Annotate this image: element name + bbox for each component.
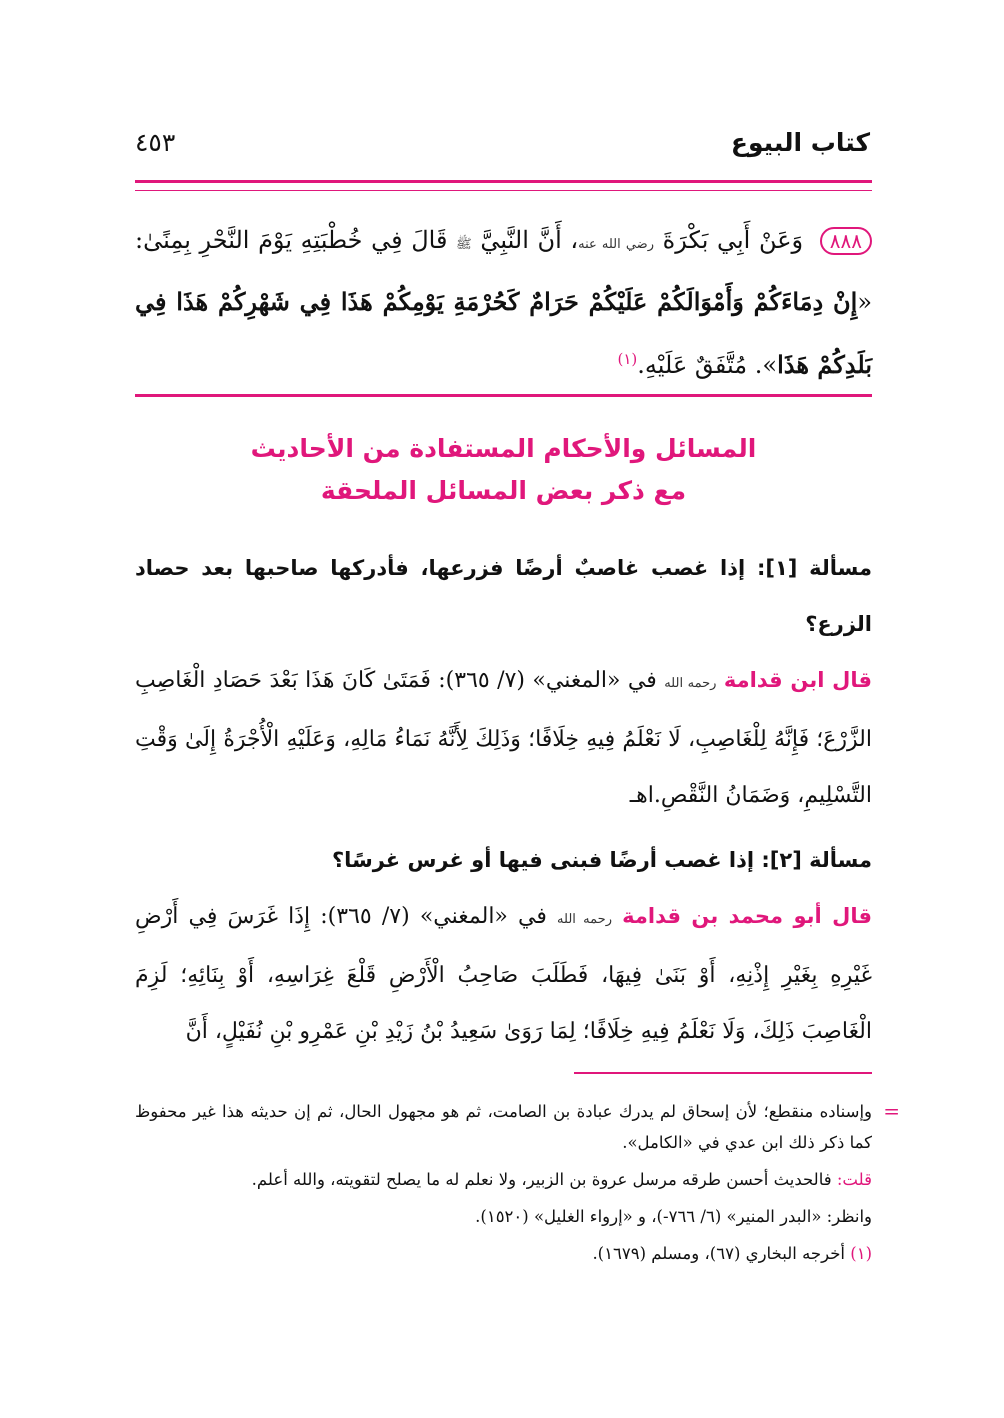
issue-2-label: مسألة [٢]:	[761, 848, 872, 872]
section-title	[135, 428, 872, 512]
issue-1-text: في «المغني» (٧/ ٣٦٥): فَمَتَىٰ كَانَ هَذَا بَعْدَ حَصَادِ الْغَاصِبِ الزَّرْعَ؛ فَإِنَّهُ لِلْغَاصِبِ، لَا نَعْلَمُ فِيهِ خِلَافًا؛ وَذَلِكَ لِأَنَّهُ نَمَاءُ مَالِهِ، وَعَلَيْهِ الْأُجْرَةُ إِلَىٰ وَقْتِ التَّسْلِيمِ، وَضَمَانُ النَّقْصِ.اهـ	[135, 668, 872, 808]
issue-1-question: إذا غصب غاصبٌ أرضًا فزرعها، فأدركها صاحبها بعد حصاد الزرع؟	[135, 556, 872, 636]
footnote-see-also: وانظر: «البدر المنير» (٦/ ٧٦٦-)، و «إرواء الغليل» (١٥٢٠).	[475, 1207, 872, 1226]
issue-2-honorific: رحمه الله	[557, 912, 612, 927]
issue-1-heading	[135, 540, 872, 652]
hadith-matn: إِنْ دِمَاءَكُمْ وَأَمْوَالَكُمْ عَلَيْكُمْ حَرَامٌ كَحُرْمَةِ يَوْمِكُمْ هَذَا فِي شَهْرِكُمْ هَذَا فِي بَلَدِكُمْ هَذَا	[135, 287, 872, 379]
book-title: كتاب البيوع	[730, 128, 870, 157]
issue-2-question: إذا غصب أرضًا فبنى فيها أو غرس غرسًا؟	[332, 848, 755, 872]
section-title-line-2: مع ذكر بعض المسائل الملحقة	[320, 476, 687, 505]
hadith-block	[135, 212, 872, 394]
issue-2-heading	[135, 832, 872, 888]
hadith-intro-3: قَالَ فِي خُطْبَتِهِ يَوْمَ النَّحْرِ بِمِنًىٰ: «	[135, 226, 873, 316]
footnote-ref-1[interactable]: (١)	[617, 350, 638, 368]
running-header	[135, 128, 870, 168]
honorific-salla: ﷺ	[456, 237, 472, 252]
footnote-qultu	[135, 1164, 872, 1195]
issues-body	[135, 540, 872, 1060]
issue-2-speaker: قال أبو محمد بن قدامة	[622, 904, 873, 928]
hadith-intro-1: وَعَنْ أَبِي بَكْرَةَ	[662, 226, 804, 254]
footnote-continuation: وإسناده منقطع؛ لأن إسحاق لم يدرك عبادة بن الصامت، ثم هو مجهول الحال، ثم إن حديثه هذا غير محفوظ كما ذكر ذلك ابن عدي في «الكامل».	[135, 1102, 872, 1152]
page-number: ٤٥٣	[135, 128, 176, 157]
header-rule-bottom	[135, 190, 872, 191]
issue-1-honorific: رحمه الله	[664, 676, 717, 691]
footnote-separator	[574, 1072, 872, 1074]
issue-1-answer	[135, 652, 872, 824]
issue-2-text: في «المغني» (٧/ ٣٦٥): إِذَا غَرَسَ فِي أَرْضِ غَيْرِهِ بِغَيْرِ إِذْنِهِ، أَوْ بَنَىٰ فِيهَا، فَطَلَبَ صَاحِبُ الْأَرْضِ قَلْعَ غِرَاسِهِ، أَوْ بِنَائِهِ؛ لَزِمَ الْغَاصِبَ ذَلِكَ، وَلَا نَعْلَمُ فِيهِ خِلَافًا؛ لِمَا رَوَىٰ سَعِيدُ بْنُ زَيْدِ بْنِ عَمْرِو بْنِ نُفَيْلٍ، أَنَّ	[135, 904, 872, 1044]
section-divider	[135, 394, 872, 397]
issue-1-speaker: قال ابن قدامة	[723, 668, 873, 692]
issue-1-label: مسألة [١]:	[756, 556, 872, 580]
header-rule-top	[135, 180, 872, 183]
issue-2-answer	[135, 888, 872, 1060]
footnote-1	[135, 1238, 872, 1269]
footnote-1-text: أخرجه البخاري (٦٧)، ومسلم (١٦٧٩).	[592, 1244, 845, 1263]
continuation-mark: =	[883, 1099, 900, 1123]
qultu-text: فالحديث أحسن طرقه مرسل عروة بن الزبير، ولا نعلم له ما يصلح لتقويته، والله أعلم.	[251, 1170, 832, 1189]
footnote-1-number: (١)	[850, 1244, 872, 1263]
qultu-label: قلت:	[836, 1170, 872, 1189]
hadith-number-badge: ٨٨٨	[820, 227, 872, 255]
hadith-closing: ». مُتَّفَقٌ عَلَيْهِ.	[637, 351, 778, 379]
section-title-line-1: المسائل والأحكام المستفادة من الأحاديث	[250, 434, 757, 463]
honorific-radiallahu: رضي الله عنه	[578, 237, 655, 252]
hadith-intro-2: ، أَنَّ النَّبِيَّ	[480, 226, 579, 254]
footnotes	[135, 1096, 900, 1275]
